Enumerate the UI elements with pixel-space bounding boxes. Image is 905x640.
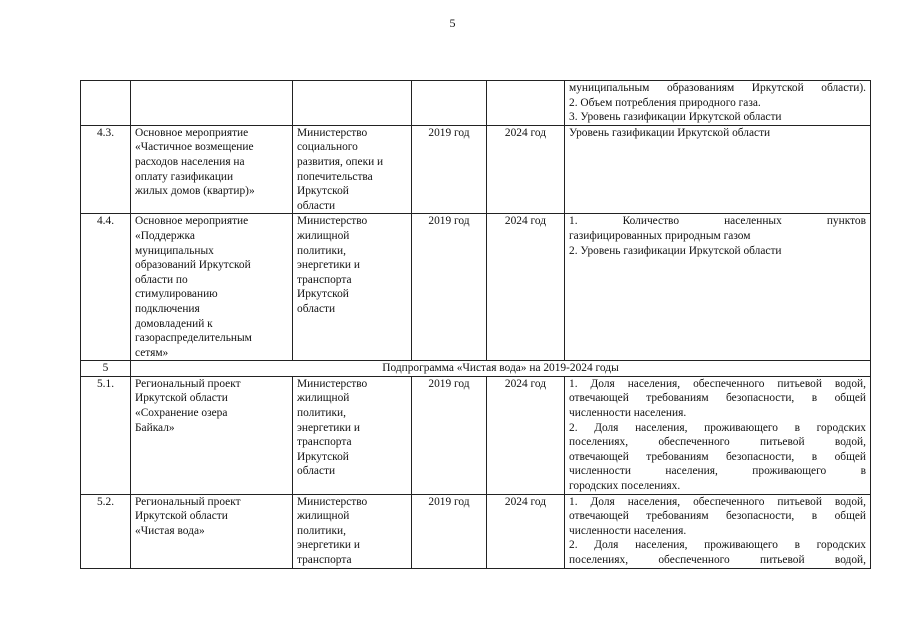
end-year: 2024 год (504, 126, 547, 139)
event-cell (131, 214, 293, 361)
executor-text-line: социального (297, 141, 358, 154)
event-text-line: «Сохранение озера (135, 407, 228, 420)
indicator-text-line: 1. Количество населенных пунктов (569, 215, 866, 228)
executor-cell (293, 494, 412, 568)
executor-text-line: Иркутской (297, 288, 349, 301)
table-body-top (81, 81, 871, 361)
executor-text-line: Министерство (297, 126, 368, 139)
executor-text-line: энергетики и (297, 259, 360, 272)
indicator-text-line: численности населения. (569, 407, 687, 420)
indicator-text-line: поселениях, обеспеченного питьевой водой, (569, 554, 866, 566)
table-body-bottom (81, 376, 871, 568)
row-number: 5.1. (96, 377, 115, 390)
event-text-line: сетям» (135, 346, 169, 359)
start-year: 2019 год (428, 377, 470, 390)
indicator-text-line: отвечающей требованиям безопасности, в общей (569, 450, 866, 463)
start-year-cell (412, 494, 487, 568)
indicator-text-line: численности населения. (569, 524, 687, 537)
event-text-line: Иркутской области (135, 392, 228, 405)
row-number: 4.4. (96, 215, 115, 228)
event-cell (131, 125, 293, 214)
indicators-cell (565, 81, 871, 126)
indicator-text-line: городских поселениях. (569, 480, 681, 493)
indicator-text-line: 2. Уровень газификации Иркутской области (569, 244, 782, 257)
event-text-line: области по (135, 273, 188, 286)
executor-cell (293, 81, 412, 126)
event-text-line: муниципальных (135, 244, 214, 257)
row-number-cell (81, 81, 131, 126)
event-text-line: Иркутской области (135, 510, 228, 523)
event-text-line: «Чистая вода» (135, 524, 205, 537)
event-cell (131, 494, 293, 568)
executor-text-line: попечительства (297, 170, 373, 183)
indicator-text-line: поселениях, обеспеченного питьевой водой, (569, 436, 866, 449)
executor-text-line: области (297, 465, 336, 478)
executor-cell (293, 125, 412, 214)
end-year-cell (487, 494, 565, 568)
executor-text-line: политики, (297, 524, 346, 537)
event-text-line: «Частичное возмещение (135, 141, 254, 154)
end-year: 2024 год (504, 215, 547, 228)
executor-text-line: области (297, 199, 336, 212)
end-year-cell (487, 376, 565, 494)
end-year: 2024 год (504, 377, 547, 390)
page-number: 5 (449, 16, 456, 30)
indicator-text-line: 3. Уровень газификации Иркутской области (569, 111, 782, 124)
start-year-cell (412, 125, 487, 214)
event-text-line: газораспределительным (135, 332, 252, 345)
row-number-cell (81, 376, 131, 494)
section-title: Подпрограмма «Чистая вода» на 2019-2024 годы (131, 361, 871, 377)
executor-text-line: Министерство (297, 215, 368, 228)
start-year: 2019 год (428, 495, 470, 508)
executor-text-line: жилищной (297, 510, 350, 523)
event-text-line: оплату газификации (135, 170, 234, 183)
start-year: 2019 год (428, 215, 470, 228)
executor-text-line: транспорта (297, 436, 352, 449)
executor-cell (293, 376, 412, 494)
indicator-text-line: 2. Доля населения, проживающего в городских (569, 421, 866, 434)
executor-text-line: энергетики и (297, 421, 360, 434)
indicator-text-line: Уровень газификации Иркутской области (569, 126, 771, 139)
event-cell (131, 81, 293, 126)
table-row (81, 81, 871, 126)
event-text-line: образований Иркутской (135, 259, 251, 272)
executor-text-line: политики, (297, 407, 346, 420)
executor-text-line: транспорта (297, 554, 352, 566)
end-year: 2024 год (504, 495, 547, 508)
indicator-text-line: отвечающей требованиям безопасности, в общей (569, 392, 866, 405)
executor-text-line: развития, опеки и (297, 155, 384, 168)
indicator-text-line: газифицированных природным газом (569, 229, 751, 242)
executor-text-line: жилищной (297, 229, 350, 242)
event-text-line: расходов населения на (135, 155, 245, 168)
table-row (81, 494, 871, 568)
event-cell (131, 376, 293, 494)
executor-text-line: Министерство (297, 495, 368, 508)
executor-text-line: Министерство (297, 377, 368, 390)
indicators-cell (565, 376, 871, 494)
section-number: 5 (81, 361, 131, 377)
start-year-cell (412, 214, 487, 361)
event-text-line: стимулированию (135, 288, 218, 301)
start-year: 2019 год (428, 126, 470, 139)
row-number: 5.2. (96, 495, 115, 508)
table-row (81, 125, 871, 214)
indicator-text-line: 2. Объем потребления природного газа. (569, 96, 761, 109)
indicator-text-line: 1. Доля населения, обеспеченного питьевой водой, (569, 377, 866, 390)
indicators-cell (565, 125, 871, 214)
section-header-row (81, 361, 871, 377)
indicator-text-line: 2. Доля населения, проживающего в городских (569, 539, 866, 552)
end-year-cell (487, 125, 565, 214)
indicator-text-line: муниципальным образованиям Иркутской области). (569, 82, 866, 94)
section-row-group (81, 361, 871, 377)
event-text-line: Основное мероприятие (135, 126, 249, 139)
event-text-line: жилых домов (квартир)» (135, 185, 255, 198)
executor-text-line: Иркутской (297, 450, 349, 463)
executor-text-line: области (297, 302, 336, 315)
start-year-cell (412, 376, 487, 494)
event-text-line: домовладений к (135, 317, 213, 330)
indicators-cell (565, 494, 871, 568)
end-year-cell (487, 81, 565, 126)
indicator-text-line: 1. Доля населения, обеспеченного питьевой водой, (569, 495, 866, 508)
table-row (81, 214, 871, 361)
start-year-cell (412, 81, 487, 126)
events-table (80, 80, 871, 569)
executor-cell (293, 214, 412, 361)
executor-text-line: транспорта (297, 273, 352, 286)
event-text-line: Региональный проект (135, 377, 241, 390)
row-number-cell (81, 214, 131, 361)
row-number: 4.3. (96, 126, 115, 139)
end-year-cell (487, 214, 565, 361)
indicators-cell (565, 214, 871, 361)
executor-text-line: Иркутской (297, 185, 349, 198)
event-text-line: Основное мероприятие (135, 215, 249, 228)
indicator-text-line: отвечающей требованиям безопасности, в общей (569, 510, 866, 523)
table-row (81, 376, 871, 494)
row-number-cell (81, 125, 131, 214)
row-number-cell (81, 494, 131, 568)
indicator-text-line: численности населения, проживающего в (569, 465, 866, 478)
executor-text-line: жилищной (297, 392, 350, 405)
event-text-line: Байкал» (135, 421, 175, 434)
executor-text-line: энергетики и (297, 539, 360, 552)
executor-text-line: политики, (297, 244, 346, 257)
event-text-line: подключения (135, 302, 200, 315)
event-text-line: Региональный проект (135, 495, 241, 508)
event-text-line: «Поддержка (135, 229, 195, 242)
